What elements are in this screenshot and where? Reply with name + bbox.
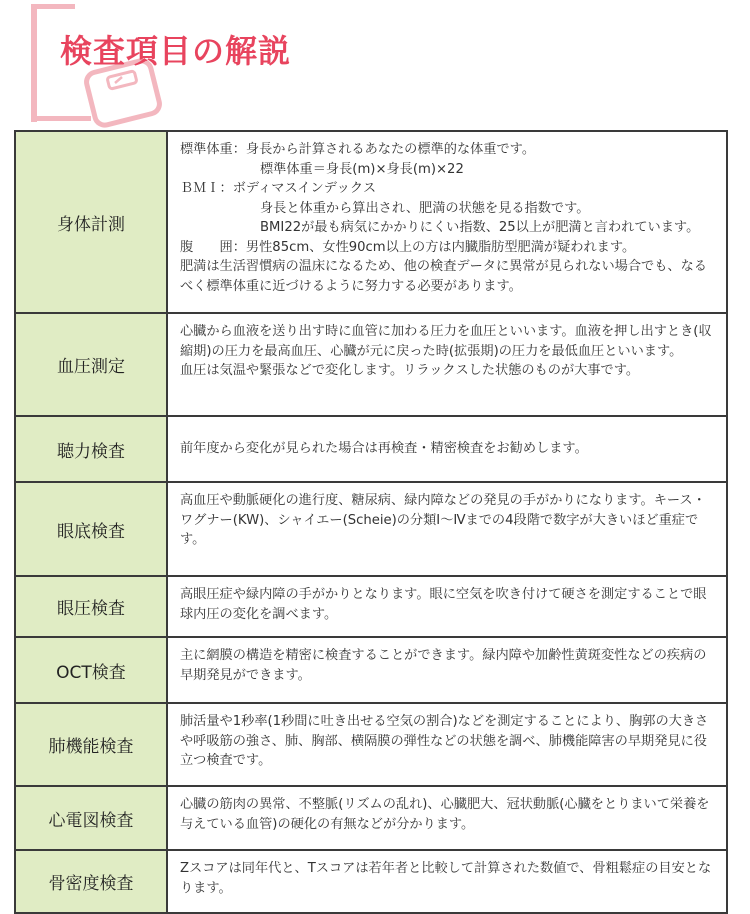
row-description [168,787,726,849]
table-row [16,636,726,702]
row-description [168,638,726,702]
row-label: 肺機能検査 [16,704,168,785]
row-label: 聴力検査 [16,417,168,481]
table-row [16,481,726,575]
row-label: 心電図検査 [16,787,168,849]
row-description [168,483,726,575]
table-row [16,702,726,785]
description-line: 標準体重＝身長(m)×身長(m)×22 [260,161,464,177]
table-row [16,849,726,912]
description-line: 肥満は生活習慣病の温床になるため、他の検査データに異常が見られない場合でも、なるべく標準体重に近づけるように努力する必要があります。 [180,259,707,294]
description-line: 前年度から変化が見られた場合は再検査・精密検査をお勧めします。 [180,441,588,457]
table-row [16,132,726,312]
row-description [168,417,726,481]
description-line: Zスコアは同年代と、Tスコアは若年者と比較して計算された数値で、骨粗鬆症の目安となります。 [180,861,712,896]
description-line: 高眼圧症や緑内障の手がかりとなります。眼に空気を吹き付けて硬さを測定することで眼球内圧の変化を調べます。 [180,587,707,622]
row-description [168,851,726,912]
row-label: OCT検査 [16,638,168,702]
table-row [16,415,726,481]
description-line: ＢＭＩ：ボディマスインデックス [180,181,377,196]
description-line: 心臓から血液を送り出す時に血管に加わる圧力を血圧といいます。血液を押し出すとき(収縮期)の圧力を最高血圧、心臓が元に戻った時(拡張期)の圧力を最低血圧といいます。 [180,324,712,359]
row-label: 血圧測定 [16,314,168,415]
description-line: BMI22が最も病気にかかりにくい指数、25以上が肥満と言われています。 [260,220,700,235]
table-row [16,575,726,636]
row-label: 身体計測 [16,132,168,312]
exam-table [14,130,728,914]
description-line: 標準体重：身長から計算されるあなたの標準的な体重です。 [180,142,536,157]
description-line: 身長と体重から算出され、肥満の状態を見る指数です。 [260,200,590,216]
row-description [168,704,726,785]
row-description [168,314,726,415]
description-line: 血圧は気温や緊張などで変化します。リラックスした状態のものが大事です。 [180,363,640,378]
row-description [168,577,726,636]
page-title: 検査項目の解説 [60,32,292,70]
table-row [16,785,726,849]
description-line: 腹 囲：男性85cm、女性90cm以上の方は内臓脂肪型肥満が疑われます。 [180,239,636,255]
row-label: 眼底検査 [16,483,168,575]
row-label: 骨密度検査 [16,851,168,912]
description-line: 主に網膜の構造を精密に検査することができます。緑内障や加齢性黄斑変性などの疾病の早期発見ができます。 [180,648,707,683]
table-row [16,312,726,415]
description-line: 心臓の筋肉の異常、不整脈(リズムの乱れ)、心臓肥大、冠状動脈(心臓をとりまいて栄養を与えている血管)の硬化の有無などが分かります。 [180,797,710,832]
row-label: 眼圧検査 [16,577,168,636]
row-description [168,132,726,312]
description-line: 肺活量や1秒率(1秒間に吐き出せる空気の割合)などを測定することにより、胸郭の大きさや呼吸筋の強さ、肺、胸部、横隔膜の弾性などの状態を調べ、肺機能障害の早期発見に役立つ検査です。 [180,714,709,768]
description-line: 高血圧や動脈硬化の進行度、糖尿病、緑内障などの発見の手がかりになります。キース・ワグナー(KW)、シャイエー(Scheie)の分類Ⅰ～Ⅳまでの4段階で数字が大きいほど重症です。 [180,493,706,547]
